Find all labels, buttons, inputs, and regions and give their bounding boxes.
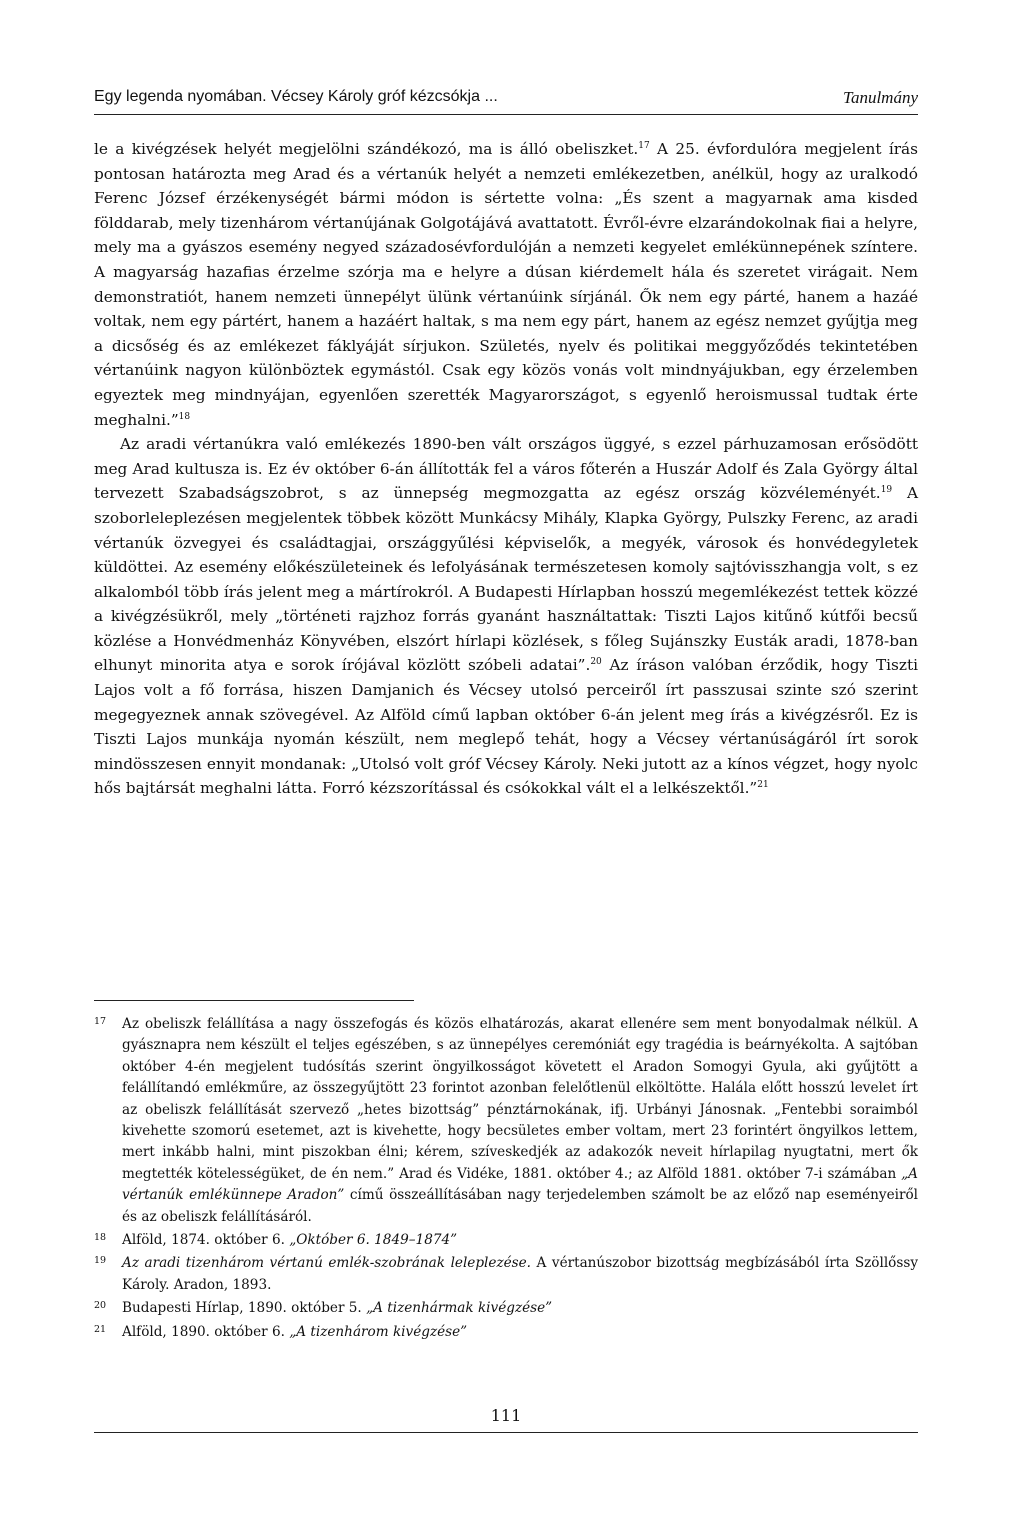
footnote-title: „A tizenhárom kivégzése”	[289, 1323, 468, 1340]
footnote-title: „Október 6. 1849–1874”	[289, 1232, 458, 1249]
footnote-ref-18[interactable]: 18	[178, 411, 191, 422]
footnote-ref-17[interactable]: 17	[638, 140, 650, 151]
footnote-title: Az aradi tizenhárom vértanú emlék-szobrának leleplezése.	[122, 1255, 531, 1272]
footnote-number: 17	[94, 1016, 107, 1027]
running-header	[94, 88, 918, 112]
paragraph-1	[94, 137, 918, 432]
footnote-rule	[94, 1000, 414, 1001]
footnote-number: 18	[94, 1232, 107, 1244]
footnote-ref-20[interactable]: 20	[590, 657, 602, 668]
footnote-text-end: A vértanúszobor bizottság megbízásából írta Szöllőssy Károly. Aradon, 1893.	[122, 1255, 918, 1293]
running-title: Egy legenda nyomában. Vécsey Károly gróf kézcsókja ...	[94, 88, 498, 105]
paragraph-2-text-c: Az íráson valóban érződik, hogy Tiszti Lajos volt a fő forrása, hiszen Damjanich és Vécsey utolsó perceiről írt passzusai szinte szó szerint megegyeznek annak szövegével. Az Alföld című lapban október 6-án jelent meg írás a kivégzésről. Ez is Tiszti Lajos munkája nyomán készült, nem meglepő tehát, hogy a Vécsey vértanúságáról írt sorok mindösszesen ennyit mondanak: „Utolsó volt gróf Vécsey Károly. Neki jutott az a kínos végzet, hogy nyolc hős bajtársát meghalni látta. Forró kézszorítással és csókokkal vált el a lelkészektől.”	[94, 656, 918, 798]
footnote-title: „A tizenhármak kivégzése”	[366, 1300, 553, 1317]
footnote-number: 21	[94, 1323, 107, 1335]
footnote-20	[94, 1298, 918, 1319]
page-number: 111	[490, 1406, 522, 1425]
footnote-text: Budapesti Hírlap, 1890. október 5.	[122, 1300, 367, 1317]
footnote-21	[94, 1322, 918, 1343]
footnote-text: Alföld, 1874. október 6.	[122, 1232, 290, 1249]
footnote-19	[94, 1253, 918, 1296]
footer-rule	[94, 1432, 918, 1433]
footnote-ref-21[interactable]: 21	[757, 780, 769, 791]
footnote-ref-19[interactable]: 19	[880, 485, 893, 496]
paragraph-2-text-a: Az aradi vértanúkra való emlékezés 1890-ben vált országos üggyé, s ezzel párhuzamosan erősödött meg Arad kultusza is. Ez év október 6-án állították fel a város főterén a Huszár Adolf és Zala György által tervezett Szabadságszobrot, s az ünnepség megmozgatta az egész ország közvéleményét.	[94, 435, 918, 503]
footnote-18	[94, 1230, 918, 1251]
footnote-number: 20	[94, 1300, 107, 1312]
paragraph-2-text-b: A szoborleleplezésen megjelentek többek között Munkácsy Mihály, Klapka György, Pulszky Ferenc, az aradi vértanúk özvegyei és családtagjai, országgyűlési képviselők, a megyék, városok és honvédegyletek küldöttei. Az esemény előkészületeinek és lefolyásának természetesen komoly sajtóvisszhangja volt, s ez alkalomból több írás jelent meg a mártírokról. A Budapesti Hírlapban hosszú megemlékezést tettek közzé a kivégzésükről, mely „történeti rajzhoz forrás gyanánt használtattak: Tiszti Lajos kitűnő kútfői becsű közlése a Honvédmenház Könyvében, elszórt hírlapi közlések, s főleg Sujánszky Eusták aradi, 1878-ban elhunyt minorita atya e sorok írójával közlött szóbeli adatai”.	[94, 484, 918, 675]
paragraph-1-text-b: A 25. évfordulóra megjelent írás pontosan határozta meg Arad és a vértanúk helyét a nemzeti emlékezetben, anélkül, hogy az uralkodó Ferenc József érzékenységét bármi módon is sértette volna: „És szent a magyarnak ama kisded földdarab, mely tizenhárom vértanújának Golgotájává avattatott. Évről-évre elzarándokolnak fiai a helyre, mely ma a gyászos esemény negyed századosévfordulóján a nemzeti kegyelet emlékünnepének színtere. A magyarság hazafias érzelme szórja ma e helyre a dúsan kiérdemelt hála és szeretet virágait. Nem demonstratiót, hanem nemzeti ünnepélyt ülünk vértanúink sírjánál. Ők nem egy párté, hanem a hazáé voltak, nem egy pártért, hanem a hazáért haltak, s ma nem egy párt, hanem az egész nemzet gyűjtja meg a dicsőség és az emlékezet fáklyáját sírjukon. Születés, nyelv és politikai meggyőződés tekintetében vértanúink nagyon különböztek egymástól. Csak egy közös vonás volt mindnyájukban, egy érzelemben egyeztek meg mindnyájan, egyenlően szerették Magyarországot, s egyenlő heroismussal tudtak érte meghalni.”	[94, 140, 918, 429]
paragraph-2	[94, 432, 918, 801]
paragraph-1-text-a: le a kivégzések helyét megjelölni szándékozó, ma is álló obeliszket.	[94, 140, 639, 158]
header-rule	[94, 114, 918, 115]
footnote-text-end: című összeállításában nagy terjedelemben számolt be az előző nap eseményeiről és az obeliszk felállításáról.	[122, 1187, 918, 1225]
section-label: Tanulmány	[843, 88, 918, 107]
footnote-title: „A vértanúk emlékünnepe Aradon”	[122, 1165, 918, 1204]
footnote-number: 19	[94, 1255, 107, 1267]
footnotes	[94, 1014, 918, 1345]
body-text	[94, 137, 918, 801]
footnote-text: Alföld, 1890. október 6.	[122, 1323, 290, 1340]
footnote-text: Az obeliszk felállítása a nagy összefogás és közös elhatározás, akarat ellenére sem ment bonyodalmak nélkül. A gyásznapra nem készült el teljes egészében, s az ünnepélyes ceremóniát egy tragédia is beárnyékolta. A sajtóban október 4-én megjelent tudósítás szerint öngyilkosságot követett el Aradon Somogyi Gyula, aki gyűjtött a felállítandó emlékműre, az összegyűjtött 23 forintot azonban felelőtlenül elköltötte. Halála előtt hosszú levelet írt az obeliszk felállítását szervező „hetes bizottság” pénztárnokának, ifj. Urbányi Jánosnak. „Fentebbi soraimból kivehette szomorú esetemet, azt is kivehette, hogy becsületes ember voltam, mert 23 forintért öngyilkos lettem, mert inkább halni, mint piszokban élni; kérem, szíveskedjék az adakozók neveit hírlapilag nyugtatni, mert ők megtették kötelességüket, de én nem.” Arad és Vidéke, 1881. október 4.; az Alföld 1881. október 7-i számában	[122, 1016, 918, 1182]
footnote-17	[94, 1014, 918, 1228]
page	[94, 0, 918, 1525]
